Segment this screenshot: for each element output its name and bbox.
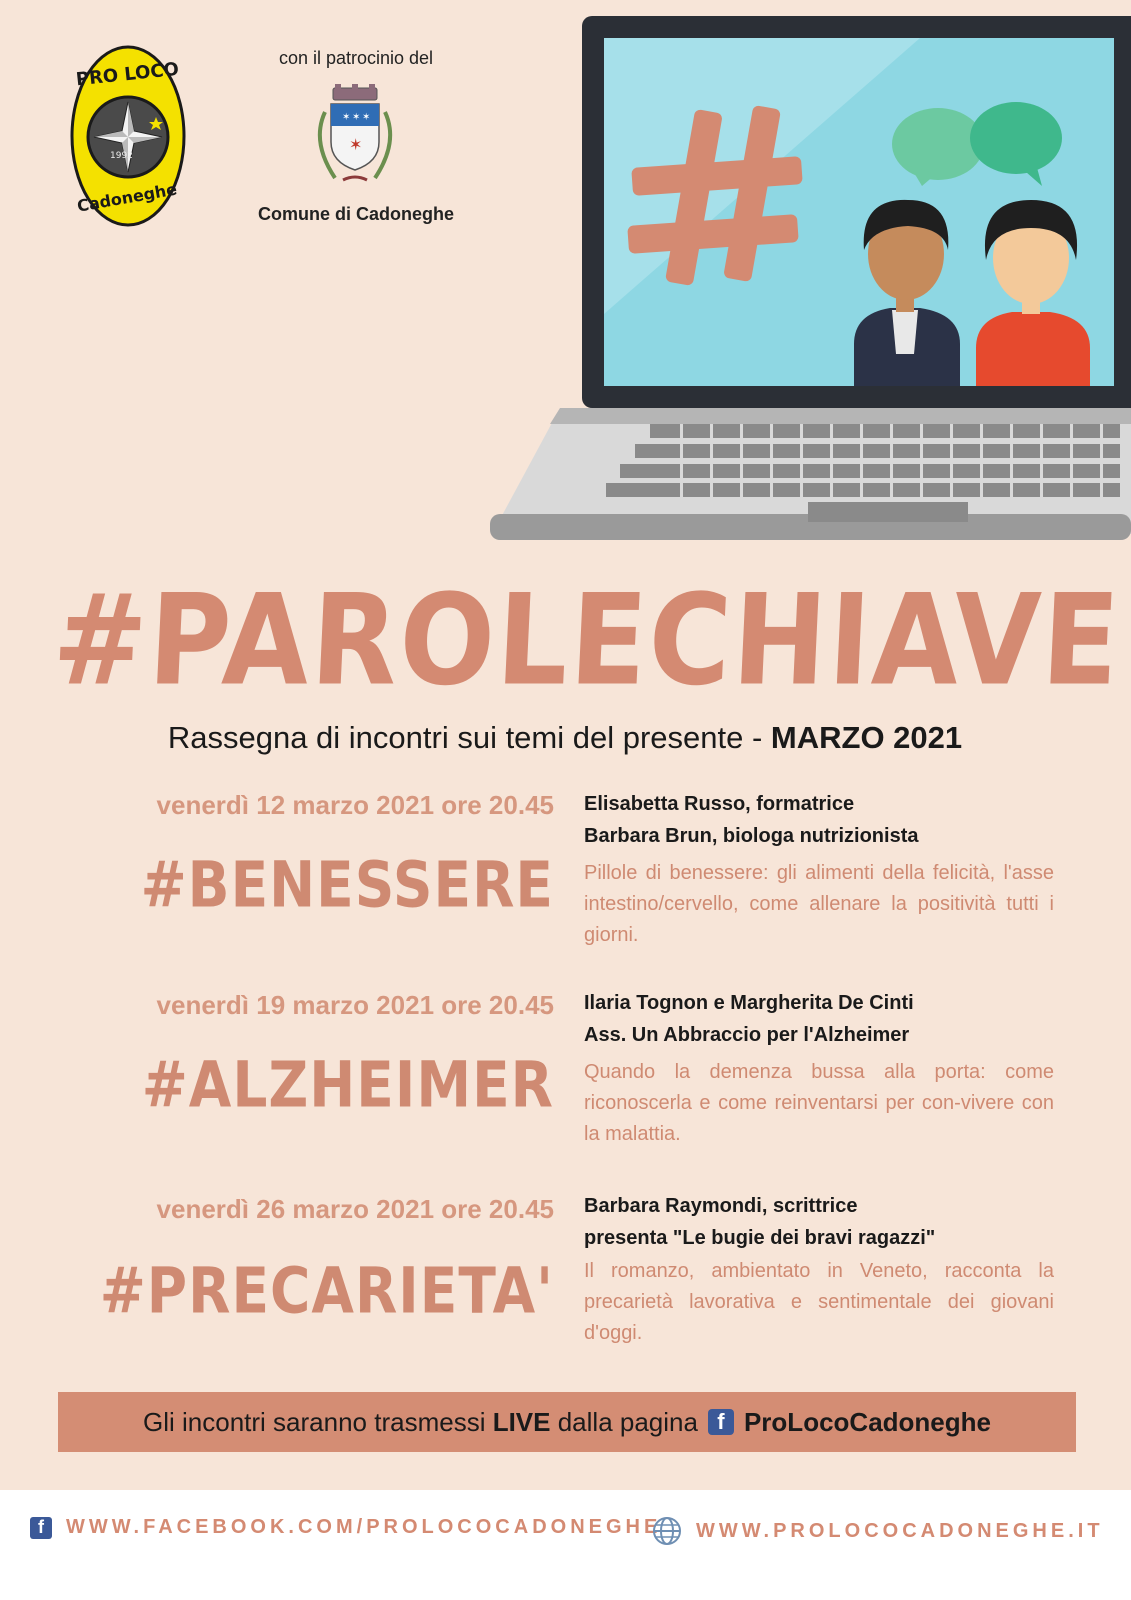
patronage-label: con il patrocinio del — [278, 48, 434, 68]
event-tag: #PRECARIETA' — [99, 1254, 554, 1328]
proloco-logo — [70, 45, 186, 227]
subtitle-date: MARZO 2021 — [770, 720, 963, 755]
event-description: Il romanzo, ambientato in Veneto, racconta la precarietà lavorativa e sentimentale dei giovani d'oggi. — [584, 1260, 1054, 1344]
event-speakers — [584, 1190, 1054, 1254]
svg-text:Cadoneghe: Cadoneghe — [75, 179, 179, 216]
event-date: venerdì 26 marzo 2021 ore 20.45 — [156, 1194, 554, 1224]
svg-text:PRO LOCO: PRO LOCO — [74, 58, 180, 91]
facebook-icon: f — [30, 1517, 52, 1539]
event-date: venerdì 12 marzo 2021 ore 20.45 — [156, 790, 554, 820]
website-url-text: WWW.PROLOCOCADONEGHE.IT — [696, 1519, 1104, 1542]
speaker-line: Ass. Un Abbraccio per l'Alzheimer — [584, 1024, 910, 1046]
event-tag: #BENESSERE — [140, 848, 554, 922]
live-banner — [58, 1392, 1076, 1452]
event-description: Pillole di benessere: gli alimenti della felicità, l'asse intestino/cervello, come allenare la positività tutti i giorni. — [584, 862, 1054, 946]
laptop-illustration — [490, 14, 1131, 554]
subtitle — [40, 720, 1090, 756]
globe-icon — [652, 1516, 682, 1546]
subtitle-text: Rassegna di incontri sui temi del presente - — [167, 720, 771, 755]
event-date: venerdì 19 marzo 2021 ore 20.45 — [156, 990, 554, 1020]
facebook-url-text: WWW.FACEBOOK.COM/PROLOCOCADONEGHE — [66, 1516, 662, 1538]
website-url-link[interactable] — [652, 1516, 1104, 1546]
live-prefix: Gli incontri saranno trasmessi — [143, 1406, 493, 1437]
live-suffix: dalla pagina — [550, 1406, 698, 1437]
speaker-line: presenta "Le bugie dei bravi ragazzi" — [584, 1227, 936, 1249]
headline-title: #PAROLECHIAVE — [49, 567, 1125, 714]
svg-text:✶: ✶ — [342, 112, 351, 123]
live-word: LIVE — [492, 1406, 551, 1437]
speaker-line: Barbara Raymondi, scrittrice — [584, 1195, 858, 1217]
svg-text:✶: ✶ — [362, 112, 371, 123]
svg-text:✶: ✶ — [349, 135, 363, 154]
facebook-url-link[interactable] — [30, 1516, 661, 1539]
comune-crest-icon — [305, 82, 405, 192]
speaker-line: Barbara Brun, biologa nutrizionista — [584, 825, 919, 847]
live-text — [143, 1407, 698, 1438]
event-speakers — [584, 987, 1054, 1051]
speaker-line: Elisabetta Russo, formatrice — [584, 793, 855, 815]
facebook-page-link[interactable]: ProLocoCadoneghe — [743, 1406, 991, 1437]
event-tag: #ALZHEIMER — [141, 1048, 554, 1122]
comune-name: Comune di Cadoneghe — [257, 204, 454, 224]
facebook-icon: f — [708, 1409, 734, 1435]
event-description: Quando la demenza bussa alla porta: come riconoscerla e come reinventarsi per con-vivere con la malattia. — [584, 1061, 1054, 1145]
svg-text:1992: 1992 — [110, 151, 133, 161]
event-speakers — [584, 788, 1054, 852]
speaker-line: Ilaria Tognon e Margherita De Cinti — [584, 992, 914, 1014]
svg-text:✶: ✶ — [352, 112, 361, 123]
